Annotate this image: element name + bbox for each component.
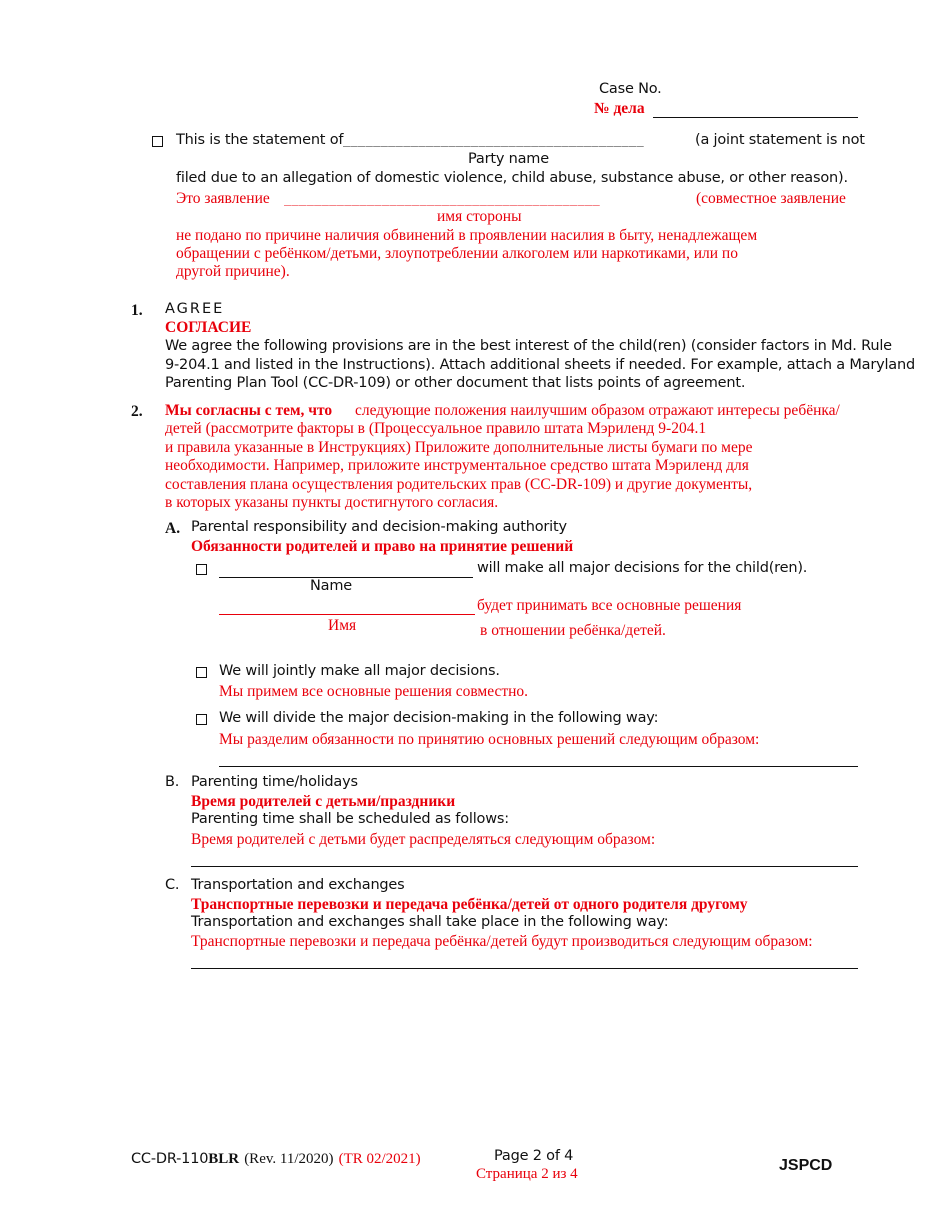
partC-field[interactable] [191, 968, 858, 969]
partA-option1-text: will make all major decisions for the child(ren). [477, 560, 808, 576]
partC-body-ru: Транспортные перевозки и передача ребёнка/детей будут производиться следующим образом: [191, 933, 813, 950]
section2-line5: составления плана осуществления родительских прав (CC-DR-109) и другие документы, [165, 476, 753, 493]
section2-line4: необходимости. Например, приложите инструментальное средство штата Мэриленд для [165, 457, 749, 474]
case-no-field[interactable] [653, 117, 858, 118]
section1-title: AGREE [165, 301, 225, 317]
partA-name-caption-ru: Имя [328, 617, 357, 634]
statement-checkbox[interactable] [152, 136, 163, 147]
statement-line2: filed due to an allegation of domestic violence, child abuse, substance abuse, or other reason). [176, 170, 848, 186]
footer-tr: (TR 02/2021) [338, 1151, 421, 1167]
partA-option3-text-ru: Мы разделим обязанности по принятию основных решений следующим образом: [219, 731, 760, 748]
party-name-caption: Party name [468, 151, 549, 167]
footer-form-prefix: CC-DR-110 [131, 1151, 209, 1167]
partC-title: Transportation and exchanges [191, 877, 405, 893]
partA-option2-checkbox[interactable] [196, 667, 207, 678]
footer-page: Page 2 of 4 [494, 1148, 574, 1164]
footer-page-ru: Страница 2 из 4 [476, 1166, 578, 1182]
partA-option3-field[interactable] [219, 766, 858, 767]
statement-ru-line3: другой причине). [176, 263, 290, 280]
statement-prefix-ru: Это заявление [176, 190, 270, 207]
partB-body: Parenting time shall be scheduled as follows: [191, 811, 509, 827]
partC-body: Transportation and exchanges shall take place in the following way: [191, 914, 669, 930]
partA-option2-text: We will jointly make all major decisions. [219, 663, 500, 679]
statement-ru-line1: не подано по причине наличия обвинений в проявлении насилия в быту, ненадлежащем [176, 227, 758, 244]
section2-line1: следующие положения наилучшим образом отражают интересы ребёнка/ [355, 402, 840, 419]
section1-title-ru: СОГЛАСИЕ [165, 319, 252, 336]
partB-title: Parenting time/holidays [191, 774, 358, 790]
partA-option1-checkbox[interactable] [196, 564, 207, 575]
partC-title-ru: Транспортные перевозки и передача ребёнка/детей от одного родителя другому [191, 896, 748, 913]
partB-body-ru: Время родителей с детьми будет распределяться следующим образом: [191, 831, 656, 848]
section2-line2: детей (рассмотрите факторы в (Процессуальное правило штата Мэриленд 9-204.1 [165, 420, 707, 437]
footer-form-suffix: BLR [208, 1151, 240, 1167]
partA-name-field-ru[interactable] [219, 614, 475, 615]
footer-rev: (Rev. 11/2020) [244, 1151, 334, 1167]
partA-option1-text-ru2: в отношении ребёнка/детей. [480, 622, 666, 639]
section1-body-line3: Parenting Plan Tool (CC-DR-109) or other document that lists points of agreement. [165, 375, 746, 391]
section1-body-line2: 9-204.1 and listed in the Instructions). Attach additional sheets if needed. For example, attach a Maryland [165, 357, 915, 373]
section2-bold-ru: Мы согласны с тем, что [165, 402, 333, 419]
statement-suffix: (a joint statement is not [695, 132, 865, 148]
partA-option1-text-ru1: будет принимать все основные решения [477, 597, 742, 614]
party-name-field-ru[interactable]: __________________________________________ [284, 192, 601, 206]
partA-option2-text-ru: Мы примем все основные решения совместно. [219, 683, 529, 700]
party-name-caption-ru: имя стороны [437, 208, 522, 225]
partB-title-ru: Время родителей с детьми/праздники [191, 793, 456, 810]
section2-line6: в которых указаны пункты достигнутого согласия. [165, 494, 499, 511]
case-no-label-ru: № дела [594, 100, 645, 117]
section1-number: 1. [131, 302, 143, 319]
section1-body-line1: We agree the following provisions are in the best interest of the child(ren) (consider factors in Md. Rule [165, 338, 892, 354]
partA-option3-text: We will divide the major decision-making in the following way: [219, 710, 659, 726]
statement-prefix: This is the statement of [176, 132, 344, 148]
partA-letter: A. [165, 520, 181, 537]
footer-agency: JSPCD [779, 1157, 833, 1174]
partA-title-ru: Обязанности родителей и право на принятие решений [191, 538, 574, 555]
partA-option3-checkbox[interactable] [196, 714, 207, 725]
partB-field[interactable] [191, 866, 858, 867]
case-no-label: Case No. [599, 81, 662, 97]
partC-letter: C. [165, 877, 180, 893]
footer-form-id [131, 1148, 421, 1168]
partA-name-caption: Name [310, 578, 352, 594]
partA-title: Parental responsibility and decision-making authority [191, 519, 567, 535]
partB-letter: B. [165, 774, 180, 790]
section2-line3: и правила указанные в Инструкциях) Приложите дополнительные листы бумаги по мере [165, 439, 753, 456]
statement-suffix-ru: (совместное заявление [696, 190, 846, 207]
party-name-field[interactable]: ________________________________________ [343, 133, 644, 147]
statement-ru-line2: обращении с ребёнком/детьми, злоупотреблении алкоголем или наркотиками, или по [176, 245, 738, 262]
section2-number: 2. [131, 403, 143, 420]
